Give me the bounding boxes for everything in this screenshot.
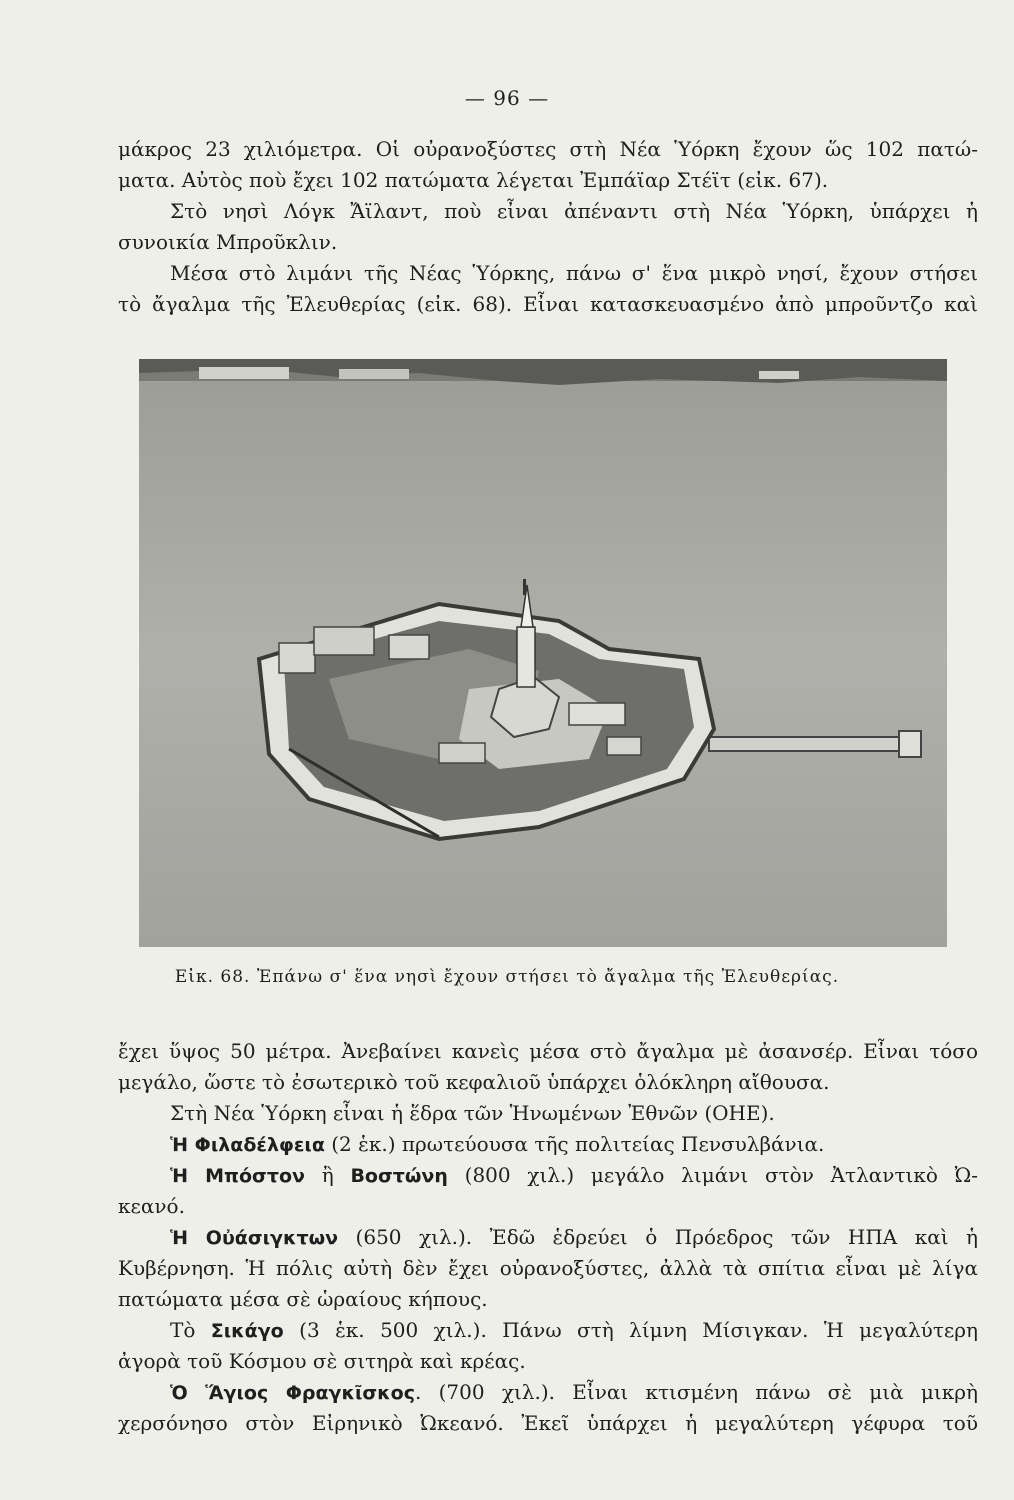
text-line: συνοικία Μπροῦκλιν. [118, 230, 338, 254]
text-line: Μέσα στὸ λιμάνι τῆς Νέας Ὑόρκης, πάνω σ' ἕνα μικρὸ νησί, ἔχουν στήσει [170, 261, 978, 285]
city-name: Ἡ Μπόστον [170, 1165, 305, 1187]
text-line: Στὴ Νέα Ὑόρκη εἶναι ἡ ἕδρα τῶν Ἡνωμένων Ἐθνῶν (ΟΗΕ). [170, 1101, 775, 1125]
text-line: κεανό. [118, 1194, 185, 1218]
city-name: Ἡ Φιλαδέλφεια [170, 1134, 325, 1156]
city-name: Σικάγο [210, 1320, 284, 1342]
text-line: μεγάλο, ὥστε τὸ ἐσωτερικὸ τοῦ κεφαλιοῦ ὑπάρχει ὁλόκληρη αἴθουσα. [118, 1070, 830, 1094]
figure-caption: Εἰκ. 68. Ἐπάνω σ' ἕνα νησὶ ἔχουν στήσει τὸ ἄγαλμα τῆς Ἐλευθερίας. [174, 967, 840, 987]
text-line: Ἡ Οὐάσιγκτων (650 χιλ.). Ἐδῶ ἑδρεύει ὁ Πρόεδρος τῶν ΗΠΑ καὶ ἡ [170, 1225, 978, 1249]
text-line: πατώματα μέσα σὲ ὡραίους κήπους. [118, 1287, 488, 1311]
liberty-island-photo [139, 359, 947, 947]
pier [709, 737, 909, 751]
city-name: Ὁ Ἅγιος Φραγκῖσκος [170, 1382, 415, 1404]
top-paragraphs [118, 134, 978, 320]
text-line: Στὸ νησὶ Λόγκ Ἄϊλαντ, ποὺ εἶναι ἀπέναντι στὴ Νέα Ὑόρκη, ὑπάρχει ἡ [170, 199, 978, 223]
city-name: Βοστώνη [350, 1165, 448, 1187]
page-number: — 96 — [464, 86, 550, 110]
aerial-photo-illustration [139, 359, 947, 947]
text-line: χερσόνησο στὸν Εἰρηνικὸ Ὠκεανό. Ἐκεῖ ὑπάρχει ἡ μεγαλύτερη γέφυρα τοῦ [118, 1411, 978, 1435]
text-line: τὸ ἄγαλμα τῆς Ἐλευθερίας (εἰκ. 68). Εἶναι κατασκευασμένο ἀπὸ μπροῦντζο καὶ [118, 292, 978, 316]
text-line: ματα. Αὐτὸς ποὺ ἔχει 102 πατώματα λέγεται Ἐμπάϊαρ Στέϊτ (εἰκ. 67). [118, 168, 829, 192]
text-line: Ἡ Μπόστον ἢ Βοστώνη (800 χιλ.) μεγάλο λιμάνι στὸν Ἀτλαντικὸ Ὠ- [170, 1163, 978, 1187]
city-name: Ἡ Οὐάσιγκτων [170, 1227, 339, 1249]
text-line: Κυβέρνηση. Ἡ πόλις αὐτὴ δὲν ἔχει οὐρανοξύστες, ἀλλὰ τὰ σπίτια εἶναι μὲ λίγα [118, 1256, 978, 1280]
text-line: μάκρος 23 χιλιόμετρα. Οἱ οὐρανοξύστες στὴ Νέα Ὑόρκη ἔχουν ὥς 102 πατώ- [118, 137, 978, 161]
bottom-paragraphs [118, 1036, 978, 1439]
text-line: ἀγορὰ τοῦ Κόσμου σὲ σιτηρὰ καὶ κρέας. [118, 1349, 526, 1373]
text-line: Ἡ Φιλαδέλφεια (2 ἑκ.) πρωτεύουσα τῆς πολιτείας Πενσυλβάνια. [170, 1132, 825, 1156]
text-line: Ὁ Ἅγιος Φραγκῖσκος. (700 χιλ.). Εἶναι κτισμένη πάνω σὲ μιὰ μικρὴ [170, 1380, 978, 1404]
text-line: Τὸ Σικάγο (3 ἑκ. 500 χιλ.). Πάνω στὴ λίμνη Μίσιγκαν. Ἡ μεγαλύτερη [170, 1318, 978, 1342]
text-line: ἔχει ὕψος 50 μέτρα. Ἀνεβαίνει κανεὶς μέσα στὸ ἄγαλμα μὲ ἀσανσέρ. Εἶναι τόσο [118, 1039, 978, 1063]
statue-pedestal [517, 627, 535, 687]
